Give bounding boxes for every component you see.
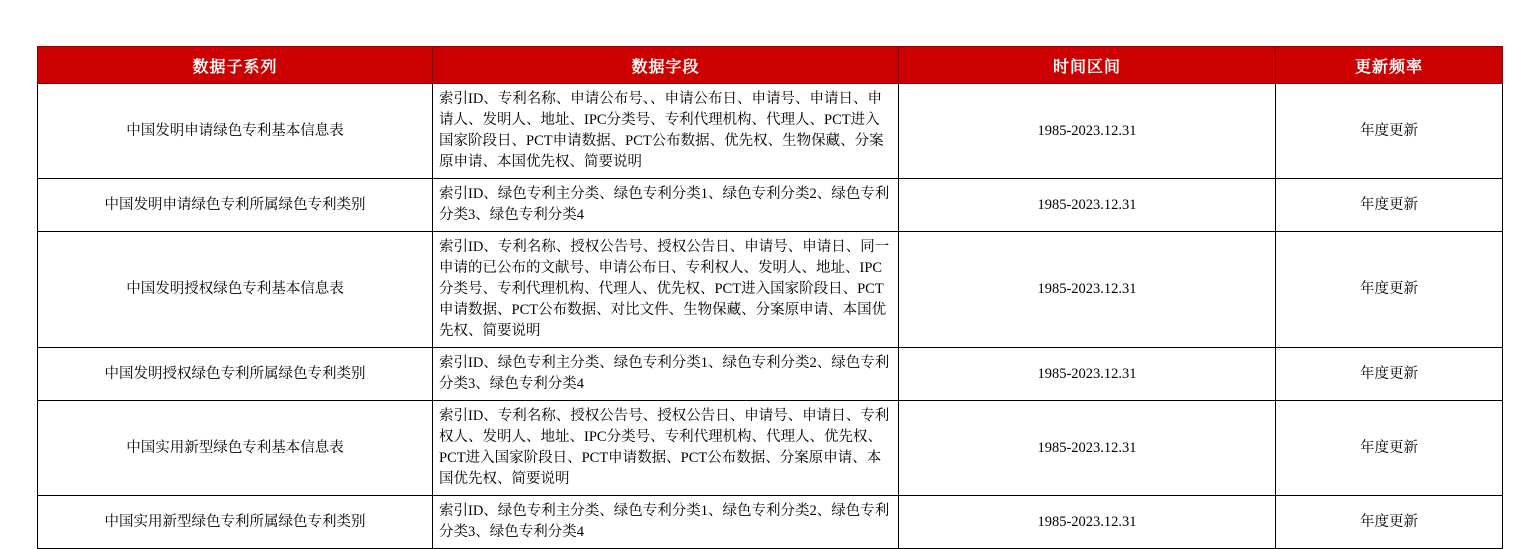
cell-time-period: 1985-2023.12.31 — [899, 179, 1276, 232]
cell-time-period: 1985-2023.12.31 — [899, 348, 1276, 401]
table-body — [38, 84, 1503, 549]
cell-data-fields: 索引ID、绿色专利主分类、绿色专利分类1、绿色专利分类2、绿色专利分类3、绿色专利分类4 — [433, 348, 899, 401]
cell-subseries-name: 中国实用新型绿色专利基本信息表 — [38, 401, 433, 496]
column-header-subseries: 数据子系列 — [38, 47, 433, 84]
table-row — [38, 84, 1503, 179]
cell-update-frequency: 年度更新 — [1276, 232, 1503, 348]
column-header-fields: 数据字段 — [433, 47, 899, 84]
cell-update-frequency: 年度更新 — [1276, 84, 1503, 179]
cell-data-fields: 索引ID、专利名称、申请公布号、、申请公布日、申请号、申请日、申请人、发明人、地址、IPC分类号、专利代理机构、代理人、PCT进入国家阶段日、PCT申请数据、PCT公布数据、优先权、生物保藏、分案原申请、本国优先权、简要说明 — [433, 84, 899, 179]
cell-update-frequency: 年度更新 — [1276, 401, 1503, 496]
cell-time-period: 1985-2023.12.31 — [899, 84, 1276, 179]
cell-time-period: 1985-2023.12.31 — [899, 496, 1276, 549]
cell-data-fields: 索引ID、专利名称、授权公告号、授权公告日、申请号、申请日、专利权人、发明人、地址、IPC分类号、专利代理机构、代理人、优先权、PCT进入国家阶段日、PCT申请数据、PCT公布数据、分案原申请、本国优先权、简要说明 — [433, 401, 899, 496]
table-row — [38, 496, 1503, 549]
cell-subseries-name: 中国发明授权绿色专利基本信息表 — [38, 232, 433, 348]
cell-update-frequency: 年度更新 — [1276, 348, 1503, 401]
cell-time-period: 1985-2023.12.31 — [899, 232, 1276, 348]
cell-data-fields: 索引ID、专利名称、授权公告号、授权公告日、申请号、申请日、同一申请的已公布的文献号、申请公布日、专利权人、发明人、地址、IPC分类号、专利代理机构、代理人、优先权、PCT进入国家阶段日、PCT申请数据、PCT公布数据、对比文件、生物保藏、分案原申请、本国优先权、简要说明 — [433, 232, 899, 348]
data-series-table — [37, 46, 1503, 549]
cell-data-fields: 索引ID、绿色专利主分类、绿色专利分类1、绿色专利分类2、绿色专利分类3、绿色专利分类4 — [433, 179, 899, 232]
column-header-frequency: 更新频率 — [1276, 47, 1503, 84]
cell-data-fields: 索引ID、绿色专利主分类、绿色专利分类1、绿色专利分类2、绿色专利分类3、绿色专利分类4 — [433, 496, 899, 549]
table-row — [38, 179, 1503, 232]
table-header-row — [38, 47, 1503, 84]
table-row — [38, 401, 1503, 496]
cell-subseries-name: 中国实用新型绿色专利所属绿色专利类别 — [38, 496, 433, 549]
cell-time-period: 1985-2023.12.31 — [899, 401, 1276, 496]
table-row — [38, 348, 1503, 401]
cell-update-frequency: 年度更新 — [1276, 496, 1503, 549]
data-series-table-container — [37, 46, 1502, 549]
column-header-period: 时间区间 — [899, 47, 1276, 84]
table-row — [38, 232, 1503, 348]
table-header — [38, 47, 1503, 84]
cell-update-frequency: 年度更新 — [1276, 179, 1503, 232]
cell-subseries-name: 中国发明申请绿色专利所属绿色专利类别 — [38, 179, 433, 232]
cell-subseries-name: 中国发明授权绿色专利所属绿色专利类别 — [38, 348, 433, 401]
cell-subseries-name: 中国发明申请绿色专利基本信息表 — [38, 84, 433, 179]
